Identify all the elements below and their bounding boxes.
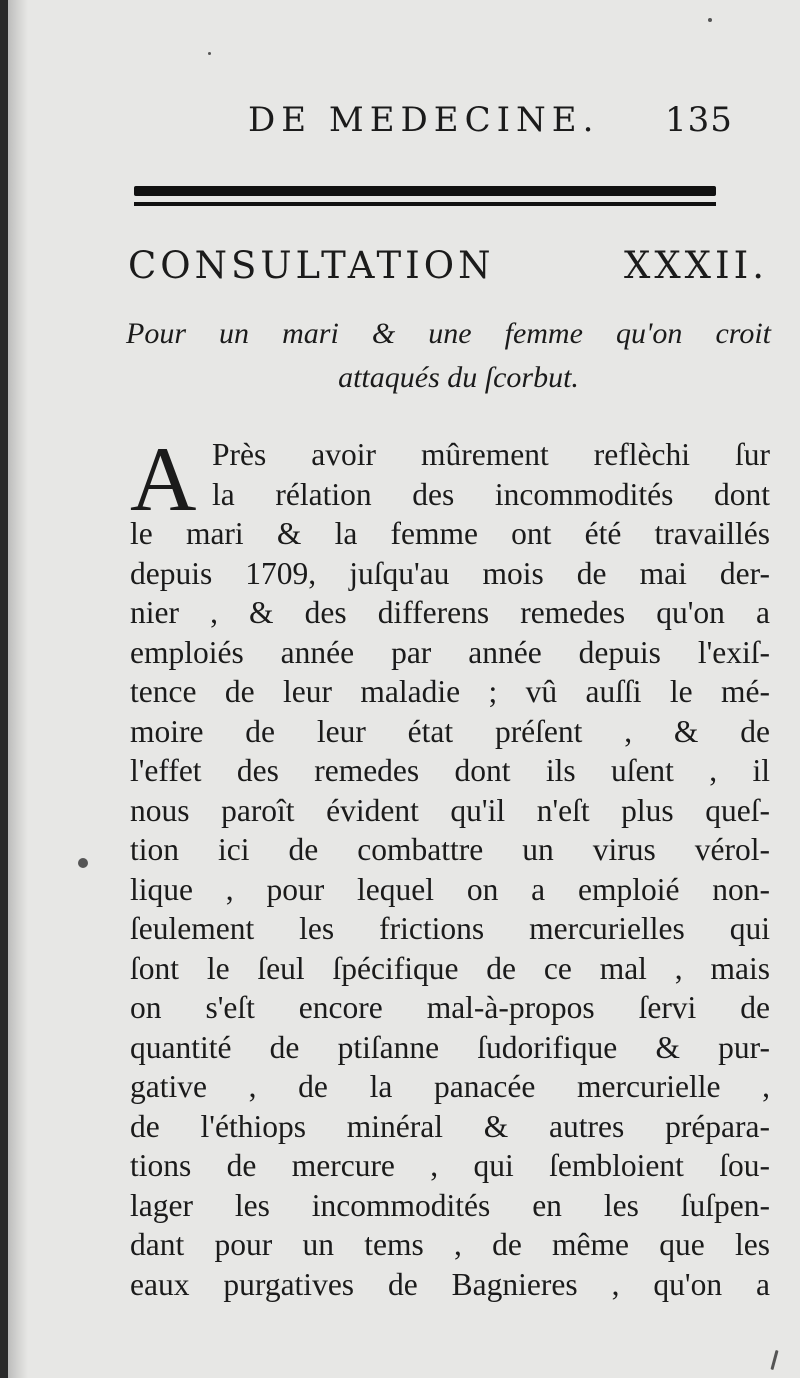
consultation-heading (128, 244, 768, 287)
text-line: lique , pour lequel on a emploié non- (130, 871, 770, 907)
text-line: tions de mercure , qui ſembloient ſou- (130, 1148, 770, 1183)
subheading-line: Pour un mari & une femme qu'on croit (126, 317, 771, 350)
text-line: nous paroît évident qu'il n'eſt plus queſ- (130, 792, 770, 828)
text-line: nier , & des differens remedes qu'on a (130, 595, 770, 630)
ornamental-rule-thick (134, 186, 716, 196)
text-line: le mari & la femme ont été travaillés (130, 516, 770, 551)
text-line: lager les incommodités en les ſuſpen- (130, 1187, 770, 1223)
text-line: l'effet des remedes dont ils uſent , il (130, 753, 770, 788)
text-line: dant pour un tems , de même que les (130, 1227, 770, 1262)
ornamental-rule-thin (134, 202, 716, 206)
text-line: quantité de ptiſanne ſudorifique & pur- (130, 1029, 770, 1065)
text-line: eaux purgatives de Bagnieres , qu'on a (130, 1266, 770, 1302)
text-line: on s'eſt encore mal-à-propos ſervi de (130, 990, 770, 1025)
text-line: ſont le ſeul ſpécifique de ce mal , mais (130, 950, 770, 986)
text-line: tence de leur maladie ; vû auſſi le mé- (130, 674, 770, 709)
book-page (8, 0, 800, 1378)
text-line: gative , de la panacée mercurielle , (130, 1069, 770, 1104)
text-line: Près avoir mûrement reflèchi ſur (212, 437, 770, 472)
page-number: 135 (665, 100, 733, 140)
text-line: ſeulement les frictions mercurielles qui (130, 911, 770, 946)
body-text (130, 428, 770, 1304)
text-line: depuis 1709, juſqu'au mois de mai der- (130, 555, 770, 591)
drop-cap: A (130, 428, 197, 530)
heading-numeral: XXXII. (623, 244, 768, 287)
text-line: tion ici de combattre un virus vérol- (130, 832, 770, 867)
text-line: moire de leur état préſent , & de (130, 713, 770, 749)
running-title: DE MEDECINE. (248, 100, 600, 140)
text-line: de l'éthiops minéral & autres prépara- (130, 1108, 770, 1144)
text-line: emploiés année par année depuis l'exiſ- (130, 634, 770, 670)
consultation-subheading (126, 312, 771, 400)
subheading-line: attaqués du ſcorbut. (338, 361, 579, 394)
text-line: la rélation des incommodités dont (212, 476, 770, 512)
heading-word: CONSULTATION (128, 244, 495, 287)
